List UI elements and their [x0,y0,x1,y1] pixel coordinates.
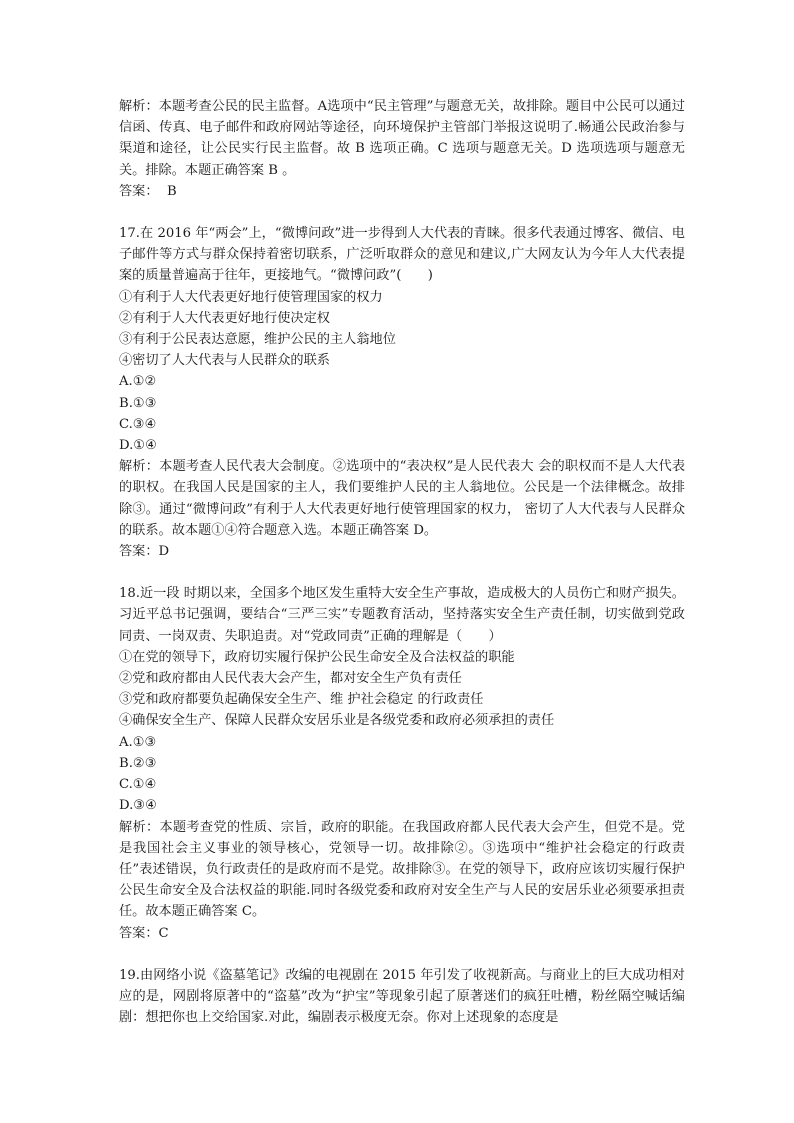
statement-item: ①有利于人大代表更好地行使管理国家的权力 [119,289,383,305]
spacer [119,562,685,583]
analysis-text: 解析：本题考查党的性质、宗旨，政府的职能。在我国政府都人民代表大会产生，但党不是。党是我国社会主义事业的领导核心，党领导一切。故排除②。③选项中“维护社会稳定的行政责任”表述错误，负行政责任的是政府而不是党。故排除③。在党的领导下，政府应该切实履行保护公民生命安全及合法权益的职能.同时各级党委和政府对安全生产与人民的安居乐业必须要承担责任。故本题正确答案 C。 [119,819,685,920]
statement-item: ③有利于公民表达意愿，维护公民的主人翁地位 [119,332,396,348]
option-c: C.①④ [119,777,157,793]
question-18 [119,583,685,943]
statement-item: ②党和政府都由人民代表大会产生，都对安全生产负有责任 [119,671,462,687]
question-17 [119,223,685,562]
option-b: B.①③ [119,395,157,411]
question-16-tail [119,96,685,202]
option-b: B.②③ [119,755,157,771]
answer-text: 答案： B [119,183,177,199]
spacer [119,202,685,223]
question-stem: 17.在 2016 年“两会”上，“微博问政”进一步得到人大代表的青睐。很多代表通过博客、微信、电子邮件等方式与群众保持着密切联系，广泛听取群众的意见和建议,广大网友认为今年人大代表提案的质量普遍高于往年，更接地气。“微博问政”( ) [119,226,685,284]
question-stem: 19.由网络小说《盗墓笔记》改编的电视剧在 2015 年引发了收视新高。与商业上的巨大成功相对应的是，网剧将原著中的“盗墓”改为“护宝”等现象引起了原著迷们的疯狂吐槽，粉丝隔空喊话编剧：想把你也上交给国家.对此，编剧表示极度无奈。你对上述现象的态度是 [119,967,685,1026]
analysis-text: 解析：本题考查人民代表大会制度。②选项中的“表决权”是人民代表大 会的职权而不是人大代表的职权。在我国人民是国家的主人，我们要维护人民的主人翁地位。公民是一个法律概念。故排除③。通过“微博问政”有利于人大代表更好地行使管理国家的权力， 密切了人大代表与人民群众的联系。故本题①④符合题意入选。本题正确答案 D。 [119,459,685,538]
spacer [119,944,685,965]
option-d: D.①④ [119,438,157,454]
option-c: C.③④ [119,416,157,432]
statement-item: ②有利于人大代表更好地行使决定权 [119,310,330,326]
question-stem: 18.近一段 时期以来，全国多个地区发生重特大安全生产事故，造成极大的人员伤亡和财产损失。习近平总书记强调，要结合“三严三实”专题教育活动，坚持落实安全生产责任制，切实做到党政同责、一岗双责、失职追责。对“党政同责”正确的理解是（ ） [119,586,685,644]
answer-text: 答案：D [119,544,170,560]
option-d: D.③④ [119,798,157,814]
option-a: A.①② [119,374,157,390]
statement-item: ①在党的领导下，政府切实履行保护公民生命安全及合法权益的职能 [119,649,515,665]
statement-item: ④确保安全生产、保障人民群众安居乐业是各级党委和政府必须承担的责任 [119,713,555,729]
statement-item: ④密切了人大代表与人民群众的联系 [119,353,330,369]
option-a: A.①③ [119,734,157,750]
statement-item: ③党和政府都要负起确保安全生产、维 护社会稳定 的行政责任 [119,692,484,708]
analysis-text: 解析：本题考查公民的民主监督。A选项中“民主管理”与题意无关，故排除。题目中公民可以通过信函、传真、电子邮件和政府网站等途径，向环境保护主管部门举报这说明了.畅通公民政治参与渠道和途径，让公民实行民主监督。故 B 选项正确。C 选项与题意无关。D 选项选项与题意无关。排除。本题正确答案 B 。 [119,99,685,178]
question-19 [119,965,685,1029]
document-page [119,96,685,1028]
answer-text: 答案：C [119,925,169,941]
